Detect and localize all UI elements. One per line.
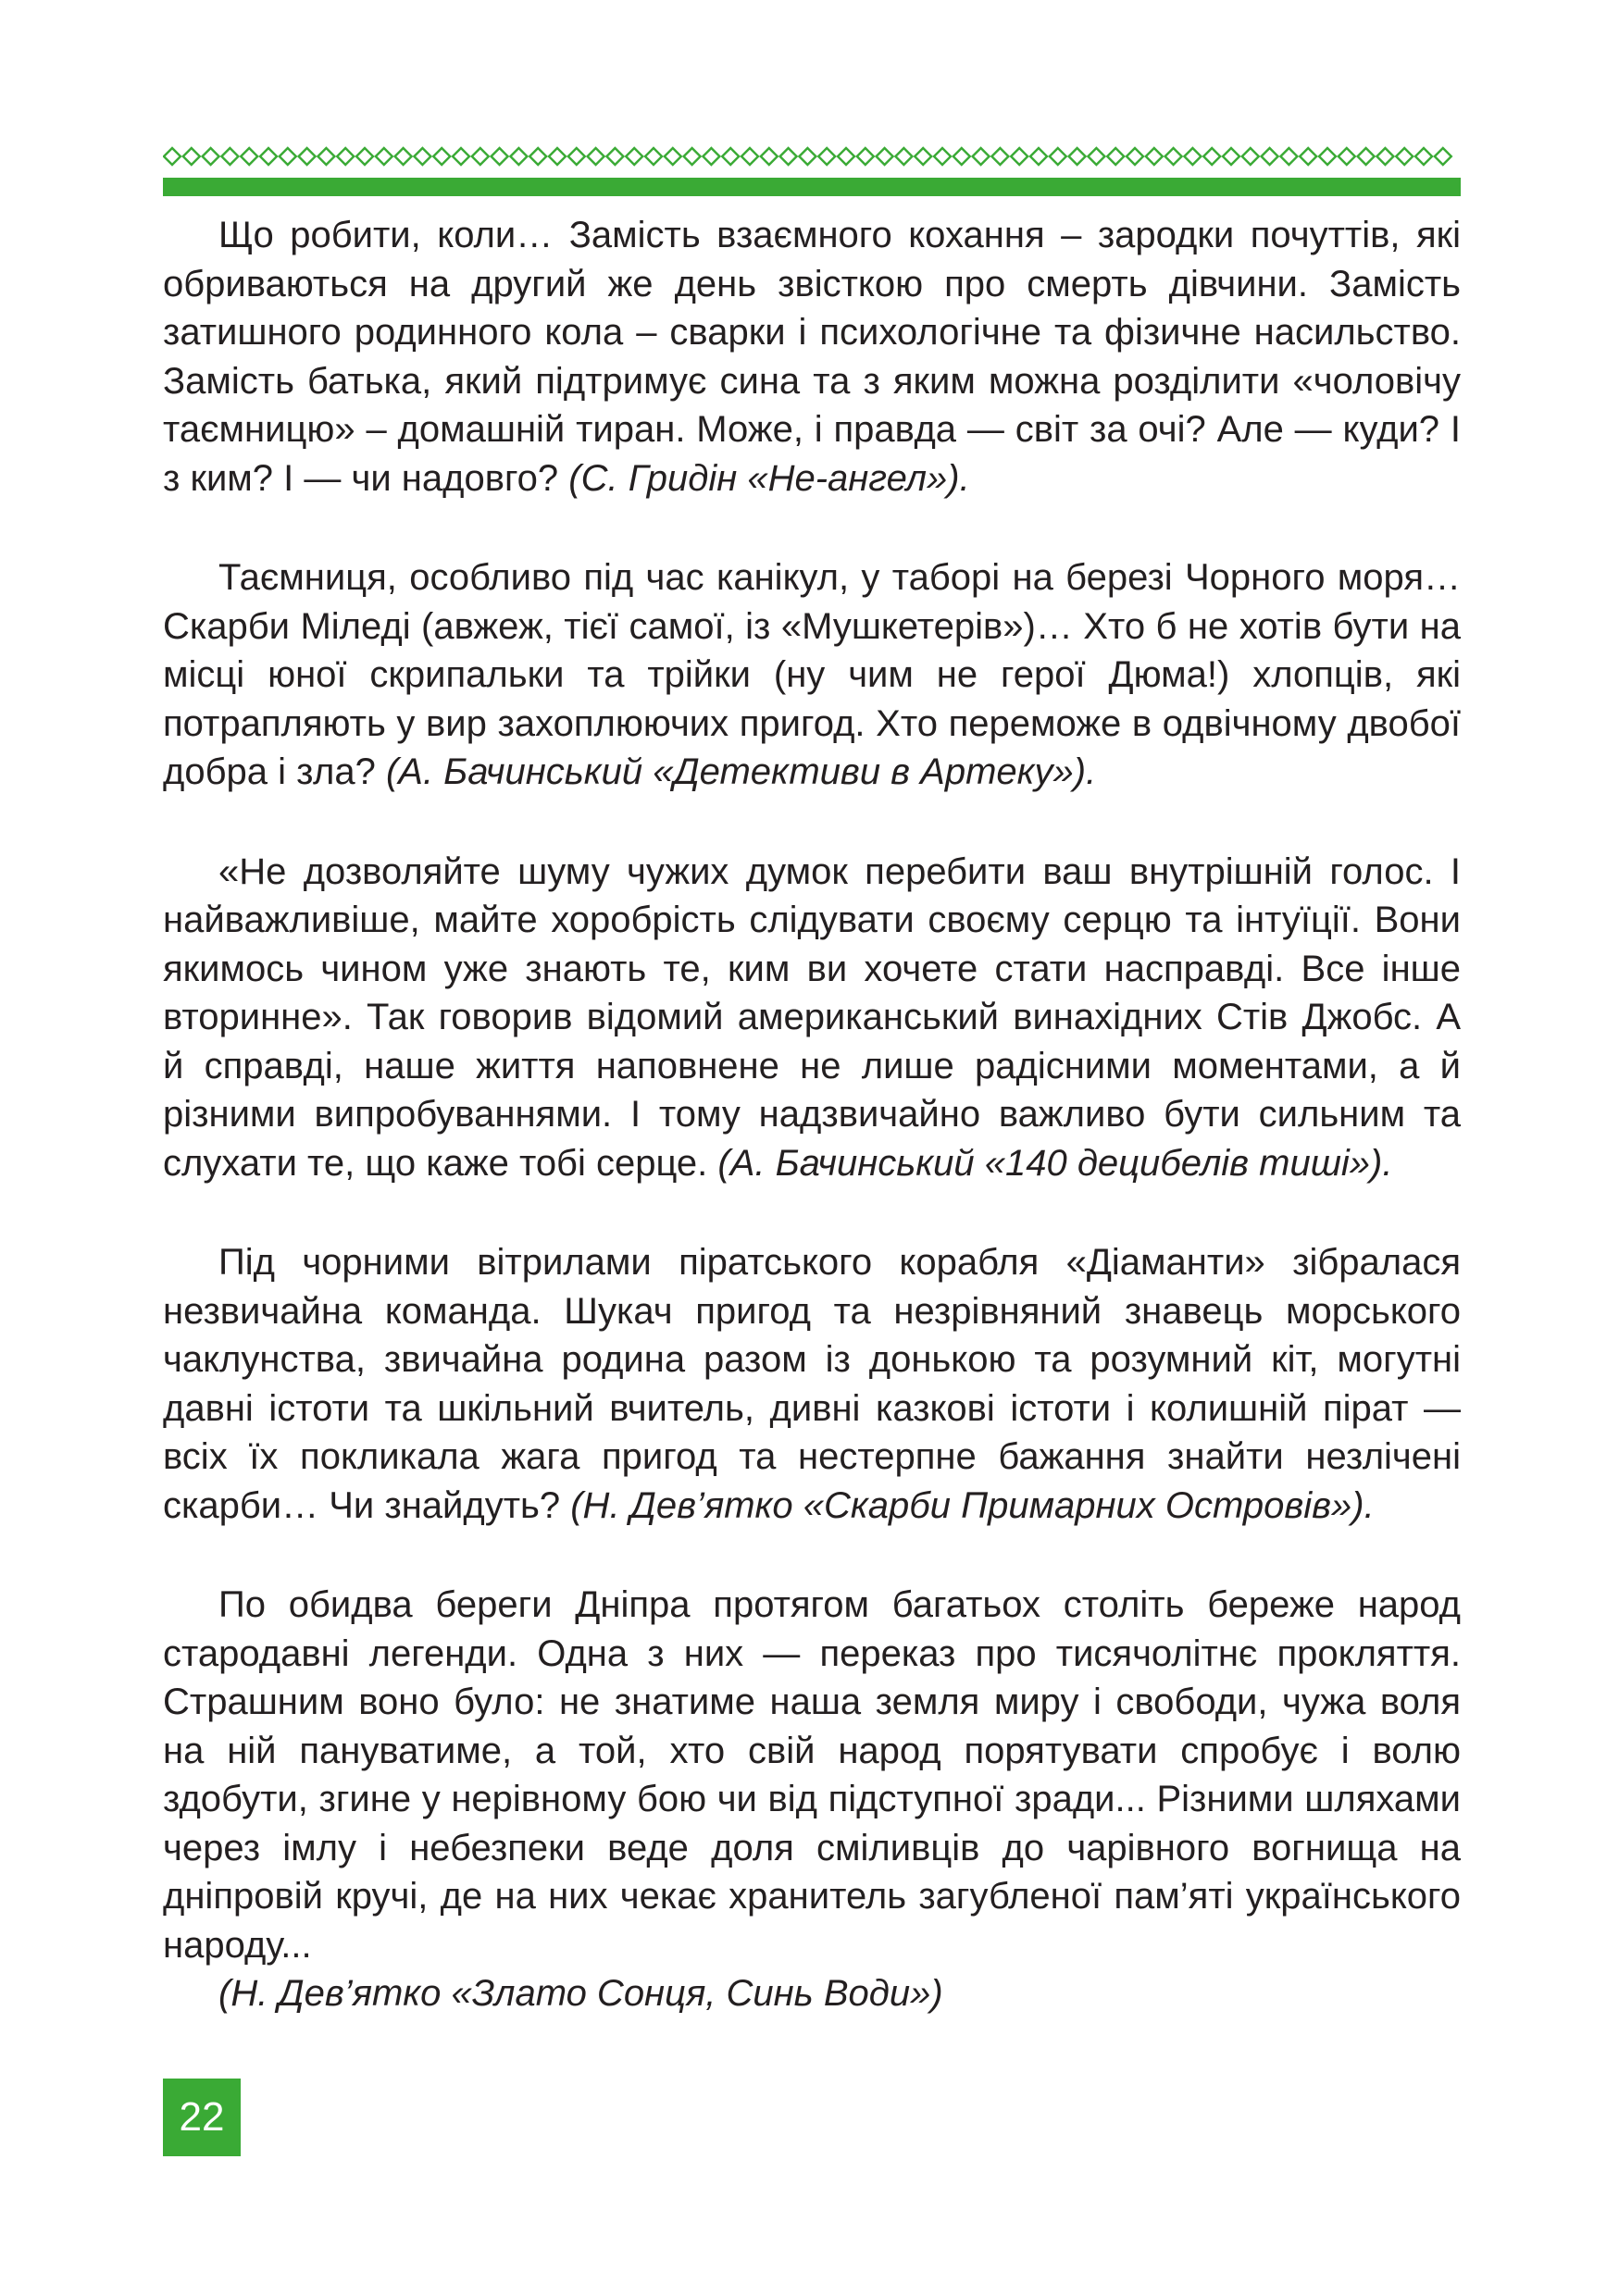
paragraph-2-text: Таємниця, особливо під час канікул, у таборі на березі Чорного моря… Скарби Міледі (авжеж, тієї самої, із «Мушкетерів»)… Хто б не хотів бути на місці юної скрипальки та трійки (ну чим не герої Дюма!) хлопців, які потрапляють у вир захоплюючих пригод. Хто переможе в одвічному двобої добра і зла? [163,557,1461,792]
ornament-diamond [1223,148,1239,165]
ornament-diamond [203,148,219,165]
ornament-diamond [183,148,200,165]
ornament-diamond [915,148,931,165]
ornament-diamond [1396,148,1413,165]
ornament-diamond [414,148,430,165]
paragraph-3-text: «Не дозволяйте шуму чужих думок перебити ваш внутрішній голос. І найважливіше, майте хоробрість слідувати своєму серцю та інтуїції. Вони якимось чином уже знають те, ким ви хочете стати насправді. Все інше вторинне». Так говорив відомий американський винахідних Стів Джобс. А й справді, наше життя наповнене не лише радісними моментами, а й різними випробуваннями. І тому надзвичайно важливо бути сильним та слухати те, що каже тобі серце. [163,850,1461,1184]
paragraph-2-citation: (А. Бачинський «Детективи в Артеку»). [385,751,1097,792]
paragraph-1 [163,211,1461,503]
ornament-diamond [1300,148,1316,165]
ornament-diamond [934,148,951,165]
ornament-diamond [376,148,392,165]
ornament-diamond [684,148,701,165]
paragraph-4-citation: (Н. Дев’ятко «Скарби Примарних Островів»). [570,1484,1375,1526]
ornament-diamond [1088,148,1104,165]
header-bar [163,178,1461,196]
ornament-diamond [857,148,874,165]
ornament-diamond [1146,148,1163,165]
ornament-diamond [1184,148,1201,165]
ornament-diamond [973,148,990,165]
ornament-diamond [665,148,681,165]
ornament-diamond [453,148,469,165]
paragraph-2 [163,553,1461,797]
ornament-diamond [492,148,508,165]
ornament-diamond [1165,148,1182,165]
paragraph-5-text: По обидва береги Дніпра протягом багатьох століть береже народ стародавні легенди. Одна з них — переказ про тисячолітнє прокляття. Страшним воно було: не знатиме наша земля миру і свободи, чужа воля на ній пануватиме, а той, хто свій народ порятувати спробує і волю здобути, згине у нерівному бою чи від підступної зради... Різними шляхами через імлу і небезпеки веде доля сміливців до чарівного вогнища на дніпровій кручі, де на них чекає хранитель загубленої пам’яті українського народу... [163,1584,1461,1966]
ornament-diamond [337,148,354,165]
ornament-diamond [1435,148,1451,165]
ornament-diamond [299,148,316,165]
ornament-diamond [838,148,854,165]
ornament-diamond [645,148,662,165]
ornament-diamond [1069,148,1086,165]
ornament-diamond [1050,148,1066,165]
ornament-diamond [1107,148,1124,165]
ornament-diamond [1127,148,1143,165]
ornament-diamond [1376,148,1393,165]
ornament-diamond [741,148,758,165]
ornament-diamond [433,148,450,165]
ornament-diamond [221,148,238,165]
ornament-diamond [895,148,912,165]
ornament-diamond [606,148,623,165]
ornament-diamond [356,148,373,165]
ornament-diamond [991,148,1008,165]
ornament-diamond [1415,148,1432,165]
ornament-diamond [1339,148,1355,165]
ornament-diamond [722,148,739,165]
ornament-diamond [1319,148,1336,165]
ornament-diamond [568,148,585,165]
paragraph-1-text: Що робити, коли… Замість взаємного кохання – зародки почуттів, які обриваються на другий же день звісткою про смерть дівчини. Замість затишного родинного кола – сварки і психологічне та фізичне насильство. Замість батька, який підтримує сина та з яким можна розділити «чоловічу таємницю» – домашній тиран. Може, і правда — світ за очі? Але — куди? І з ким? І — чи надовго? [163,215,1461,499]
ornament-diamond [818,148,835,165]
header-ornament [163,146,1461,167]
ornament-diamond [280,148,296,165]
final-citation: (Н. Дев’ятко «Злато Сонця, Синь Води») [218,1973,943,2014]
ornament-diamond [549,148,566,165]
page-number: 22 [163,2079,241,2156]
ornament-diamond [510,148,527,165]
ornament-diamond [703,148,719,165]
ornament-diamond [953,148,970,165]
ornament-diamond [877,148,893,165]
ornament-diamond [241,148,257,165]
ornament-diamond [395,148,412,165]
ornament-diamond [1011,148,1027,165]
ornament-diamond [1242,148,1259,165]
ornament-diamond [529,148,546,165]
page-content [163,211,1461,2018]
ornament-diamond [1280,148,1297,165]
ornament-diamond [318,148,334,165]
ornament-diamond [164,148,181,165]
paragraph-4-text: Під чорними вітрилами піратського корабля «Діаманти» зібралася незвичайна команда. Шукач пригод та незрівняний знавець морського чаклунства, звичайна родина разом із донькою та розумний кіт, могутні давні істоти та шкільний вчитель, дивні казкові істоти і колишній пірат — всіх їх покликала жага пригод та нестерпне бажання знайти незлічені скарби… Чи знайдуть? [163,1242,1461,1526]
ornament-diamond [1262,148,1278,165]
paragraph-5 [163,1581,1461,1969]
paragraph-1-citation: (С. Гридін «Не-ангел»). [568,457,970,499]
ornament-diamond [1358,148,1375,165]
ornament-diamond [1203,148,1220,165]
ornament-diamond [799,148,816,165]
paragraph-4 [163,1238,1461,1530]
ornament-diamond [588,148,604,165]
ornament-diamond [260,148,277,165]
ornament-diamond [780,148,797,165]
ornament-diamond [1030,148,1047,165]
ornament-diamond [472,148,489,165]
ornament-diamond [626,148,642,165]
paragraph-3-citation: (А. Бачинський «140 децибелів тиші»). [717,1142,1393,1184]
ornament-diamond [761,148,778,165]
paragraph-3 [163,848,1461,1188]
